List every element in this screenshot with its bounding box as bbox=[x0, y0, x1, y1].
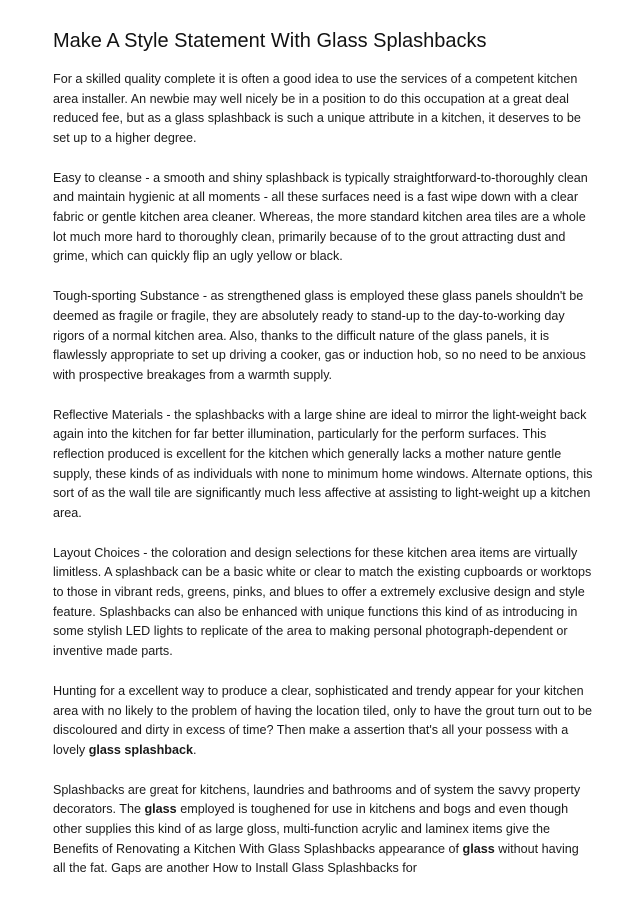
bold-keyword: glass bbox=[462, 841, 495, 856]
bold-keyword: glass bbox=[144, 802, 177, 817]
paragraph-6: Hunting for a excellent way to produce a clear, sophisticated and trendy appear for your kitchen area with no likely to the problem of having the location tiled, only to have the grout turn out to be discoloured and dirty in excess of time? Then make a assertion that's all your possess with a lovely glass splashback. bbox=[53, 683, 593, 757]
paragraph-3: Tough-sporting Substance - as strengthened glass is employed these glass panels shouldn't be deemed as fragile or fragile, they are absolutely ready to stand-up to the day-to-working day rigors of a normal kitchen area. Also, thanks to the difficult nature of the glass panels, it is flawlessly appropriate to set up driving a cooker, gas or induction hob, so no need to be anxious with prospective breakages from a warmth supply. bbox=[53, 289, 586, 382]
paragraph-5: Layout Choices - the coloration and design selections for these kitchen area items are virtually limitless. A splashback can be a basic white or clear to match the existing cupboards or worktops to those in vibrant reds, greens, pinks, and blues to offer a extremely exclusive design and style feature. Splashbacks can also be enhanced with unique functions this kind of as introducing in some stylish LED lights to replicate of the area to making personal photograph-dependent or inventive made parts. bbox=[53, 545, 592, 658]
paragraph-7: Splashbacks are great for kitchens, laundries and bathrooms and of system the savvy property decorators. The glass employed is toughened for use in kitchens and bogs and even though other supplies this kind of as large gloss, multi-function acrylic and laminex items give the Benefits of Renovating a Kitchen With Glass Splashbacks appearance of glass without having all the fat. Gaps are another How to Install Glass Splashbacks for bbox=[53, 782, 581, 876]
paragraph-2: Easy to cleanse - a smooth and shiny splashback is typically straightforward-to-thoroughly clean and maintain hygienic at all moments - all these surfaces need is a fast wipe down with a clear fabric or gentle kitchen area cleaner. Whereas, the more standard kitchen area tiles are a whole lot much more hard to thoroughly clean, primarily because of to the grout attracting dust and grime, which can quickly flip an ugly yellow or black. bbox=[53, 170, 588, 264]
paragraph-1: For a skilled quality complete it is often a good idea to use the services of a competent kitchen area installer. An newbie may well nicely be in a position to do this occupation at a great deal reduced fee, but as a glass splashback is such a unique attribute in a kitchen, it deserves to be set up to a higher degree. bbox=[53, 72, 581, 145]
document-body bbox=[53, 70, 593, 879]
document-page bbox=[53, 28, 593, 899]
bold-keyword: glass splashback bbox=[88, 742, 194, 757]
document-title: Make A Style Statement With Glass Splashbacks bbox=[53, 30, 487, 52]
paragraph-4: Reflective Materials - the splashbacks with a large shine are ideal to mirror the light-weight back again into the kitchen for far better illumination, particularly for the perform surfaces. This reflection produced is excellent for the kitchen which generally lacks a mother nature gentle supply, these kinds of as individuals with none to minimum home windows. Alternate options, this sort of as the wall tile are significantly much less affective at assisting to light-weight up a kitchen area. bbox=[53, 407, 593, 520]
